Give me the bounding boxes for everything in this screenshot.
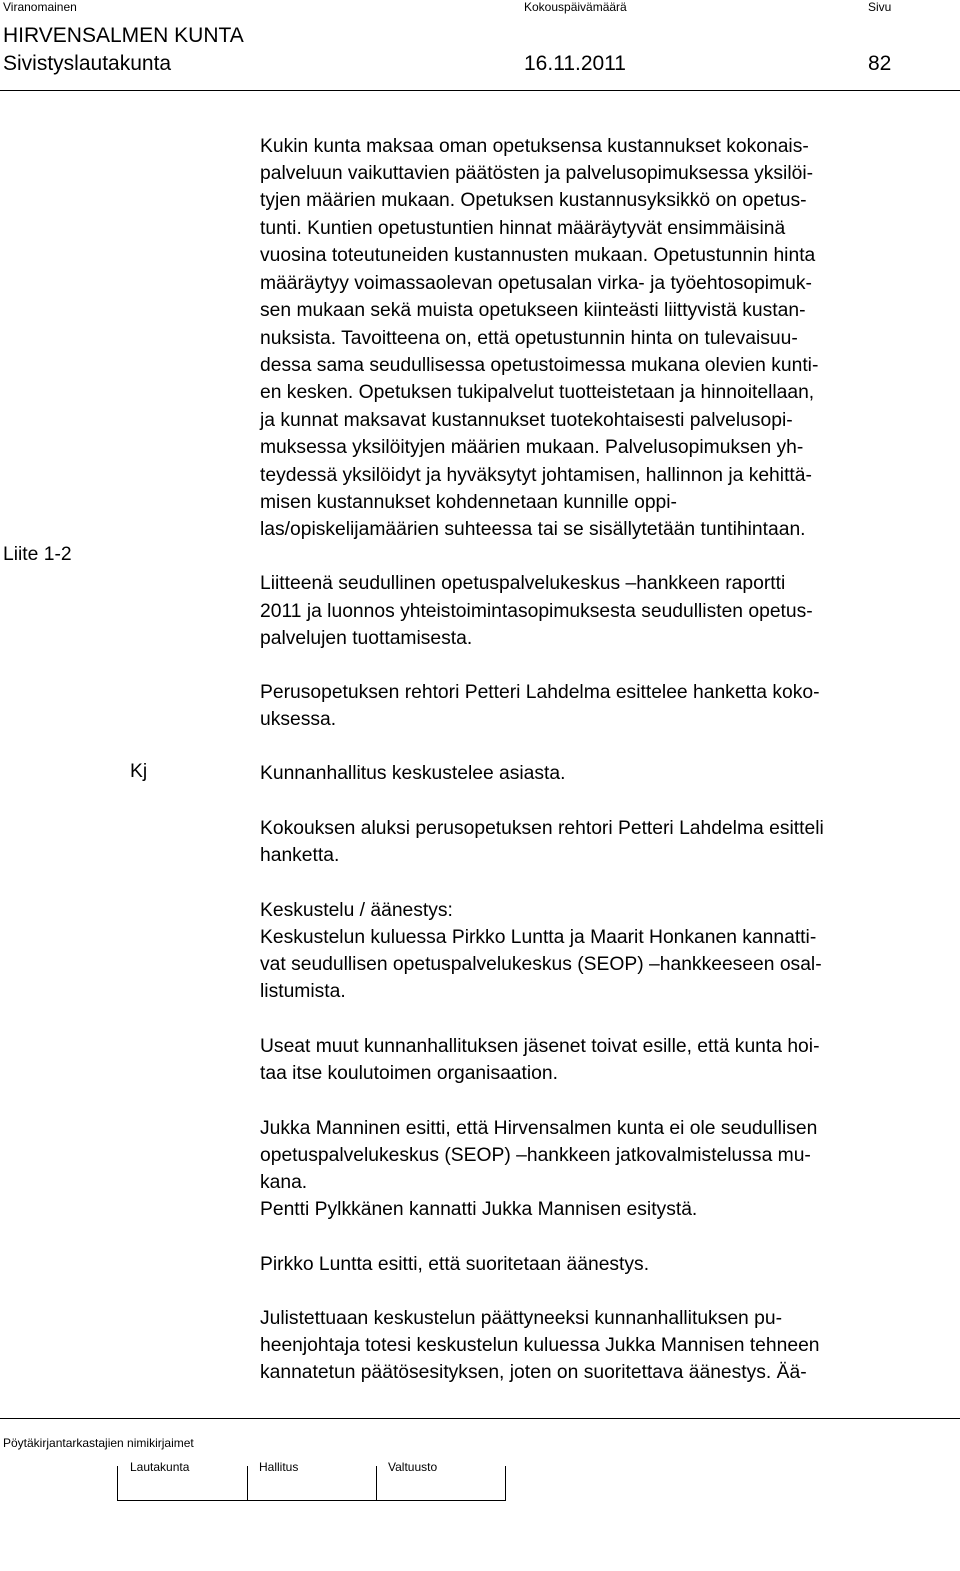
body-line: Kukin kunta maksaa oman opetuksensa kustannukset kokonais- (260, 136, 809, 157)
body-line: Keskustelun kuluessa Pirkko Luntta ja Maarit Honkanen kannatti- (260, 927, 817, 948)
body-line: palvelujen tuottamisesta. (260, 628, 473, 649)
footer-hallitus: Hallitus (259, 1460, 299, 1474)
body-line: Pentti Pylkkänen kannatti Jukka Mannisen esitystä. (260, 1199, 698, 1220)
meeting-date: 16.11.2011 (524, 52, 626, 75)
body-line: ja kunnat maksavat kustannukset tuotekohtaisesti palvelusopi- (260, 410, 793, 431)
body-line: vuosina toteutuneiden kustannusten mukaan. Opetustunnin hinta (260, 245, 816, 266)
body-line: Jukka Manninen esitti, että Hirvensalmen kunta ei ole seudullisen (260, 1118, 818, 1139)
board-name: Sivistyslautakunta (3, 52, 172, 75)
body-line: Keskustelu / äänestys: (260, 900, 453, 921)
header-date-label: Kokouspäivämäärä (524, 0, 627, 14)
body-line: listumista. (260, 981, 346, 1002)
body-line: sen mukaan sekä muista opetukseen kiinteästi liittyvistä kustan- (260, 300, 806, 321)
body-line: taa itse koulutoimen organisaation. (260, 1063, 558, 1084)
body-line: Kunnanhallitus keskustelee asiasta. (260, 763, 566, 784)
body-line: määräytyy voimassaolevan opetusalan virka- ja työehtosopimuk- (260, 273, 812, 294)
body-line: dessa sama seudullisessa opetustoimessa mukana olevien kunti- (260, 355, 819, 376)
signature-divider (505, 1466, 506, 1500)
body-line: Liitteenä seudullinen opetuspalvelukeskus –hankkeen raportti (260, 573, 786, 594)
body-line: tunti. Kuntien opetustuntien hinnat määräytyvät ensimmäisinä (260, 218, 786, 239)
body-line: heenjohtaja totesi keskustelun kuluessa Jukka Mannisen tehneen (260, 1335, 820, 1356)
attachment-label: Liite 1-2 (3, 544, 72, 565)
body-line: hanketta. (260, 845, 340, 866)
body-line: muksessa yksilöityjen määrien mukaan. Palvelusopimuksen yh- (260, 437, 804, 458)
body-line: en kesken. Opetuksen tukipalvelut tuotteistetaan ja hinnoitellaan, (260, 382, 815, 403)
body-line: teydessä yksilöidyt ja hyväksytyt johtamisen, hallinnon ja kehittä- (260, 465, 812, 486)
header-rule (0, 90, 960, 91)
body-line: Useat muut kunnanhallituksen jäsenet toivat esille, että kunta hoi- (260, 1036, 820, 1057)
kj-label: Kj (130, 761, 148, 782)
body-line: tyjen määrien mukaan. Opetuksen kustannusyksikkö on opetus- (260, 190, 807, 211)
signature-divider (117, 1466, 118, 1500)
body-line: Pirkko Luntta esitti, että suoritetaan äänestys. (260, 1254, 650, 1275)
signature-divider (247, 1466, 248, 1500)
body-line: palveluun vaikuttavien päätösten ja palvelusopimuksessa yksilöi- (260, 163, 814, 184)
page-number: 82 (868, 52, 892, 75)
body-line: Perusopetuksen rehtori Petteri Lahdelma esittelee hanketta koko- (260, 682, 820, 703)
signature-divider (376, 1466, 377, 1500)
body-line: kannatetun päätösesityksen, joten on suoritettava äänestys. Ää- (260, 1362, 807, 1383)
body-line: Kokouksen aluksi perusopetuksen rehtori Petteri Lahdelma esitteli (260, 818, 824, 839)
body-line: misen kustannukset kohdennetaan kunnille oppi- (260, 492, 677, 513)
body-line: kana. (260, 1172, 308, 1193)
footer-lautakunta: Lautakunta (130, 1460, 190, 1474)
body-line: uksessa. (260, 709, 337, 730)
header-page-label: Sivu (868, 0, 892, 14)
header-authority-label: Viranomainen (3, 0, 77, 14)
footer-valtuusto: Valtuusto (388, 1460, 438, 1474)
footer-title: Pöytäkirjantarkastajien nimikirjaimet (3, 1436, 194, 1450)
footer-rule (0, 1418, 960, 1419)
body-line: opetuspalvelukeskus (SEOP) –hankkeen jatkovalmistelussa mu- (260, 1145, 811, 1166)
body-line: Julistettuaan keskustelun päättyneeksi kunnanhallituksen pu- (260, 1308, 782, 1329)
body-line: 2011 ja luonnos yhteistoimintasopimuksesta seudullisten opetus- (260, 601, 813, 622)
body-line: nuksista. Tavoitteena on, että opetustunnin hinta on tulevaisuu- (260, 328, 798, 349)
municipality-name: HIRVENSALMEN KUNTA (3, 24, 244, 47)
signature-underline (117, 1500, 506, 1501)
body-line: vat seudullisen opetuspalvelukeskus (SEOP) –hankkeeseen osal- (260, 954, 822, 975)
body-line: las/opiskelijamäärien suhteessa tai se sisällytetään tuntihintaan. (260, 519, 806, 540)
